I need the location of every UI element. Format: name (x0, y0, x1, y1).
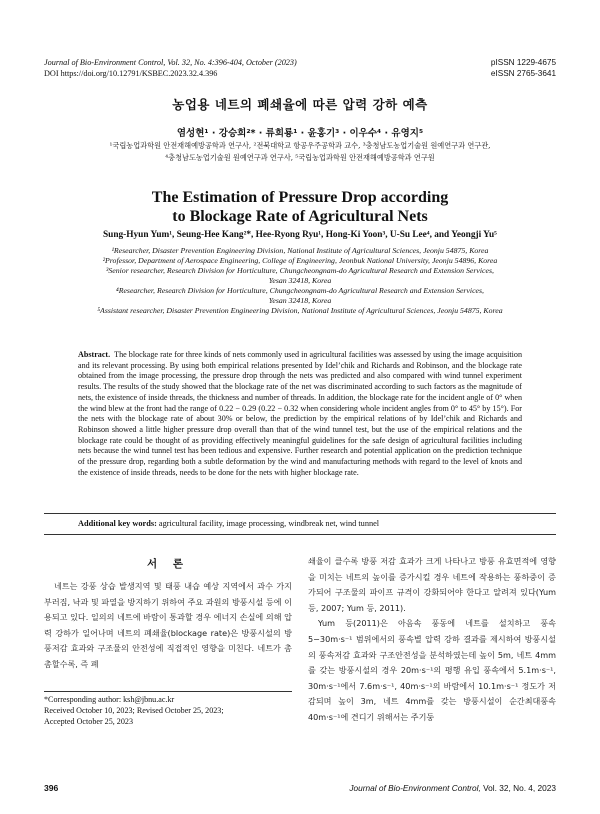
body-paragraph: 쇄율이 클수록 방풍 저감 효과가 크게 나타나고 방풍 유효면적에 영향을 미치는 네트의 높이를 증가시킬 경우 네트에 작용하는 풍하중이 증가되어 구조물의 파이프 규격이 강화되어야 한다고 알려져 있다(Yum 등, 2007; Yum 등, 2011). (308, 556, 556, 613)
accepted-date: Accepted October 25, 2023 (44, 717, 133, 726)
received-revised-dates: Received October 10, 2023; Revised October 25, 2023; (44, 706, 224, 715)
korean-affiliation-line: ¹국립농업과학원 안전재해예방공학과 연구사, ²전북대학교 항공우주공학과 교수, ³충청남도농업기술원 원예연구과 연구관, (109, 141, 491, 150)
journal-header (44, 57, 297, 79)
corresponding-author: *Corresponding author: ksh@jbnu.ac.kr (44, 695, 175, 704)
abstract-text: The blockage rate for three kinds of nets commonly used in agricultural facilities was assessed by using the image acquisition and its relevant processing. By using both empirical relations presented by Idel’chik and Richards and Robinson, and the blockage rate obtained from the image processing, the pressure drop through the nets was predicted and also compared with wind tunnel experiment results. The results of the study showed that the blockage rate of the net was discriminated according to such factors as the magnitude of nets, the existence of inside threads, the thickness and number of threads. In addition, the blockage rate for the incident angle of 0° when the wind blew at the front had the range of 0.22 − 0.29 (0.22 − 0.32 when considering whole incident angles from 0° to 45° by 15°). For the nets with the blockage rate of about 30% or below, the prediction by the empirical relations of by Idel’chik and Richards and Robinson showed a little higher pressure drop overall than that of the wind tunnel test, but the use of the empirical relations and the blockage rate could be thought of as providing effectively meaningful guidelines for the safe design of agricultural facilities including nets because the wind tunnel test has been tedious and expensive. Further research and potential application on the prediction technique of the pressure drop, regarding both a subtle deformation by the wind and manufacturing methods with regard to the level of knots and the existence of inside threads, needs to be done for the nets with higher blockage rate. (78, 350, 523, 477)
correspondence-note (44, 694, 292, 727)
keywords-text: agricultural facility, image processing, windbreak net, wind tunnel (158, 519, 380, 528)
footer-issue: Vol. 32, No. 4, 2023 (483, 783, 556, 793)
english-title (0, 188, 600, 226)
doi-line[interactable]: DOI https://doi.org/10.12791/KSBEC.2023.32.4.396 (44, 69, 218, 78)
korean-title: 농업용 네트의 폐쇄율에 따른 압력 강하 예측 (172, 97, 428, 112)
english-affiliation-line: ⁴Researcher, Research Division for Horticulture, Chungcheongnam-do Agricultural Research and Extension Services, (115, 286, 484, 295)
eissn: eISSN 2765-3641 (490, 69, 556, 78)
footnote-rule (44, 691, 292, 692)
journal-citation: Journal of Bio-Environment Control, Vol. 32, No. 4:396-404, October (2023) (44, 58, 297, 67)
korean-authors: 염성현¹ · 강승희²* · 류희룡¹ · 윤홍기³ · 이우수⁴ · 유영지⁵ (176, 128, 424, 139)
footer-journal: Journal of Bio-Environment Control, (349, 783, 481, 793)
keywords-top-rule (44, 513, 556, 514)
english-affiliation-line: Yesan 32418, Korea (268, 296, 332, 305)
english-authors: Sung-Hyun Yum¹, Seung-Hee Kang²*, Hee-Ryong Ryu¹, Hong-Ki Yoon³, U-Su Lee⁴, and Yeongji Yu⁵ (103, 230, 497, 240)
keywords-label: Additional key words: (78, 519, 157, 528)
english-affiliations (52, 246, 548, 316)
running-footer (349, 783, 556, 793)
korean-affiliations (40, 140, 560, 164)
english-affiliation-line: Yesan 32418, Korea (268, 276, 332, 285)
keywords-bottom-rule (44, 534, 556, 535)
left-column (44, 579, 292, 673)
abstract (78, 350, 522, 478)
english-affiliation-line: ¹Researcher, Disaster Prevention Engineering Division, National Institute of Agricultural Sciences, Jeonju 54875, Korea (111, 246, 489, 255)
english-title-line-2: to Blockage Rate of Agricultural Nets (172, 208, 428, 225)
english-affiliation-line: ²Professor, Department of Aerospace Engineering, College of Engineering, Jeonbuk National University, Jeonju 54896, Korea (102, 256, 498, 265)
keywords (78, 519, 522, 528)
english-title-line-1: The Estimation of Pressure Drop according (151, 189, 449, 206)
page-number: 396 (44, 783, 59, 793)
abstract-label: Abstract. (78, 350, 111, 359)
pissn: pISSN 1229-4675 (490, 58, 556, 67)
korean-affiliation-line: ⁴충청남도농업기술원 원예연구과 연구사, ⁵국립농업과학원 안전재해예방공학과 연구원 (165, 153, 435, 162)
english-affiliation-line: ⁵Assistant researcher, Disaster Prevention Engineering Division, National Institute of Agricultural Sciences, Jeonju 54875, Korea (97, 306, 503, 315)
section-heading: 서 론 (147, 558, 189, 570)
english-affiliation-line: ³Senior researcher, Research Division for Horticulture, Chungcheongnam-do Agricultural Research and Extension Services, (106, 266, 494, 275)
body-paragraph: 네트는 강풍 상습 발생지역 및 태풍 내습 예상 지역에서 과수 가지 부러짐, 낙과 및 파열을 방지하기 위하여 주요 과원의 방풍시설 등에 이용되고 있다. 일의의 네트에 바람이 통과할 경우 에너지 손실에 의해 압력 강하가 일어나며 네트의 폐쇄율(blockage rate)은 방풍시설의 방풍저감 효과와 구조물의 안전성에 직접적인 영향을 미친다. 네트가 촘촘할수록, 즉 폐 (44, 581, 292, 669)
issn-block (491, 57, 556, 79)
body-paragraph: Yum 등(2011)은 아음속 풍동에 네트를 설치하고 풍속 5−30m·s⁻¹ 범위에서의 풍속별 압력 강하 결과를 제시하여 방풍시설의 풍속저감 효과와 구조안전성을 분석하였는데 높이 5m, 네트 4mm를 갖는 방풍시설의 경우 20m·s⁻¹의 평행 유입 풍속에서 5.1m·s⁻¹, 30m·s⁻¹에서 7.6m·s⁻¹, 40m·s⁻¹의 바람에서 10.1m·s⁻¹ 정도가 저감되며 높이 3m, 네트 4mm를 갖는 방풍시설이 순간최대풍속 40m·s⁻¹에 견디기 위해서는 주기둥 (308, 618, 556, 722)
right-column (308, 554, 556, 726)
